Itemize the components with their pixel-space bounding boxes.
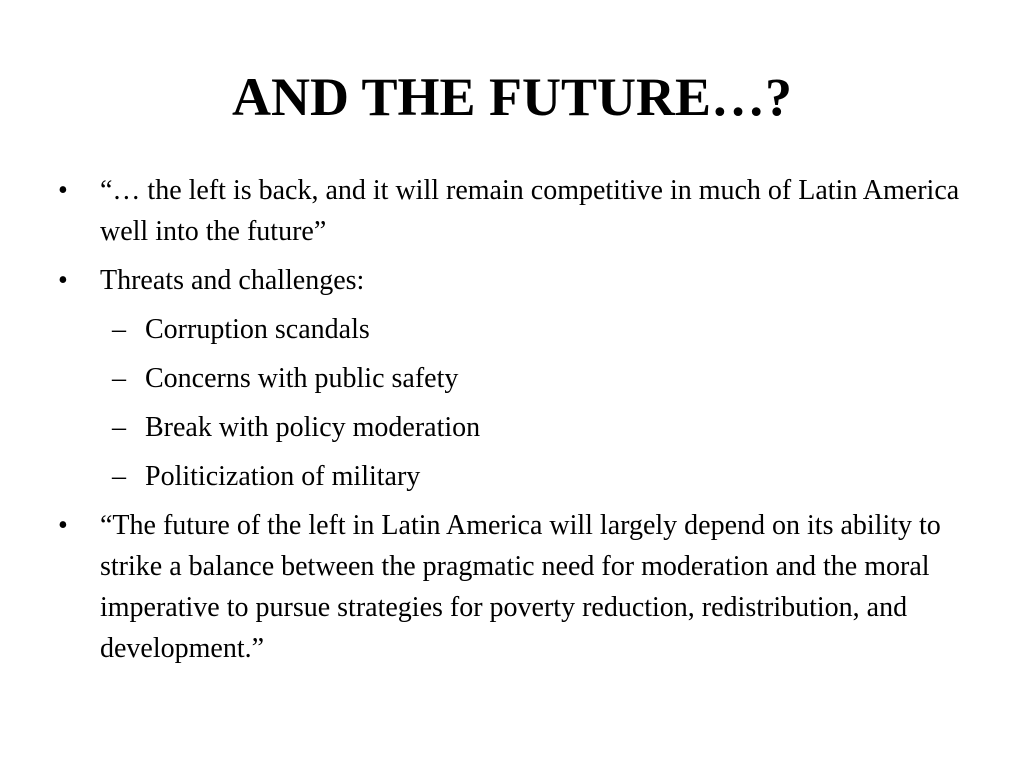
sub-bullet-text: Concerns with public safety xyxy=(145,363,459,394)
bullet-item xyxy=(58,505,978,669)
bullet-marker: • xyxy=(58,510,68,541)
sub-bullet-text: Break with policy moderation xyxy=(145,412,481,443)
bullet-list xyxy=(58,170,978,677)
bullet-item xyxy=(58,170,978,252)
bullet-text: “… the left is back, and it will remain competitive in much of Latin America well into the future” xyxy=(100,175,960,247)
dash-marker: – xyxy=(112,314,126,345)
sub-bullet-item xyxy=(58,309,978,350)
sub-bullet-item xyxy=(58,456,978,497)
dash-marker: – xyxy=(112,461,126,492)
sub-bullet-item xyxy=(58,407,978,448)
bullet-text: Threats and challenges: xyxy=(100,265,365,296)
bullet-item xyxy=(58,260,978,301)
dash-marker: – xyxy=(112,363,126,394)
sub-bullet-text: Corruption scandals xyxy=(145,314,370,345)
dash-marker: – xyxy=(112,412,126,443)
bullet-text: “The future of the left in Latin America will largely depend on its ability to strike a balance between the pragmatic need for moderation and the moral imperative to pursue strategies for poverty reduction, redistribution, and development.” xyxy=(100,510,941,664)
bullet-marker: • xyxy=(58,265,68,296)
bullet-marker: • xyxy=(58,175,68,206)
sub-bullet-text: Politicization of military xyxy=(145,461,421,492)
sub-bullet-item xyxy=(58,358,978,399)
slide-title: AND THE FUTURE…? xyxy=(231,67,793,127)
